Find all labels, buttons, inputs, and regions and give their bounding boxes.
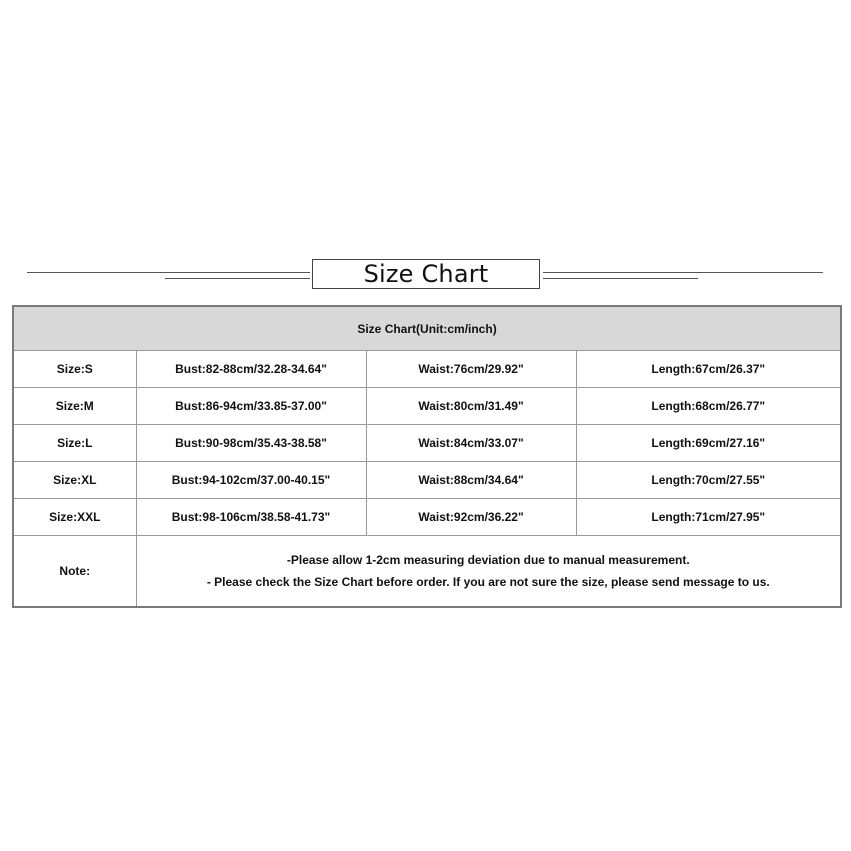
decorative-rule-right-bottom [543, 278, 698, 279]
title-banner [0, 255, 851, 300]
waist-cell: Waist:88cm/34.64" [366, 462, 576, 499]
waist-cell: Waist:76cm/29.92" [366, 351, 576, 388]
size-cell: Size:XXL [13, 499, 136, 536]
size-cell: Size:L [13, 425, 136, 462]
length-cell: Length:69cm/27.16" [576, 425, 841, 462]
bust-cell: Bust:94-102cm/37.00-40.15" [136, 462, 366, 499]
length-cell: Length:68cm/26.77" [576, 388, 841, 425]
decorative-rule-left-top [27, 272, 310, 273]
bust-cell: Bust:90-98cm/35.43-38.58" [136, 425, 366, 462]
table-row [13, 462, 841, 499]
table-header: Size Chart(Unit:cm/inch) [13, 306, 841, 351]
table-header-row [13, 306, 841, 351]
waist-cell: Waist:84cm/33.07" [366, 425, 576, 462]
note-content [136, 536, 841, 608]
waist-cell: Waist:92cm/36.22" [366, 499, 576, 536]
length-cell: Length:70cm/27.55" [576, 462, 841, 499]
size-cell: Size:S [13, 351, 136, 388]
length-cell: Length:71cm/27.95" [576, 499, 841, 536]
bust-cell: Bust:98-106cm/38.58-41.73" [136, 499, 366, 536]
decorative-rule-left-bottom [165, 278, 310, 279]
page-title: Size Chart [312, 259, 540, 289]
waist-cell: Waist:80cm/31.49" [366, 388, 576, 425]
size-cell: Size:XL [13, 462, 136, 499]
table-row [13, 351, 841, 388]
note-row [13, 536, 841, 608]
table-row [13, 425, 841, 462]
bust-cell: Bust:86-94cm/33.85-37.00" [136, 388, 366, 425]
size-cell: Size:M [13, 388, 136, 425]
note-line-check-size: - Please check the Size Chart before order. If you are not sure the size, please send message to us. [206, 575, 770, 589]
size-chart-table [12, 305, 842, 608]
note-label: Note: [13, 536, 136, 608]
note-line-deviation: -Please allow 1-2cm measuring deviation due to manual measurement. [286, 553, 690, 567]
bust-cell: Bust:82-88cm/32.28-34.64" [136, 351, 366, 388]
length-cell: Length:67cm/26.37" [576, 351, 841, 388]
decorative-rule-right-top [543, 272, 823, 273]
table-row [13, 388, 841, 425]
table-row [13, 499, 841, 536]
